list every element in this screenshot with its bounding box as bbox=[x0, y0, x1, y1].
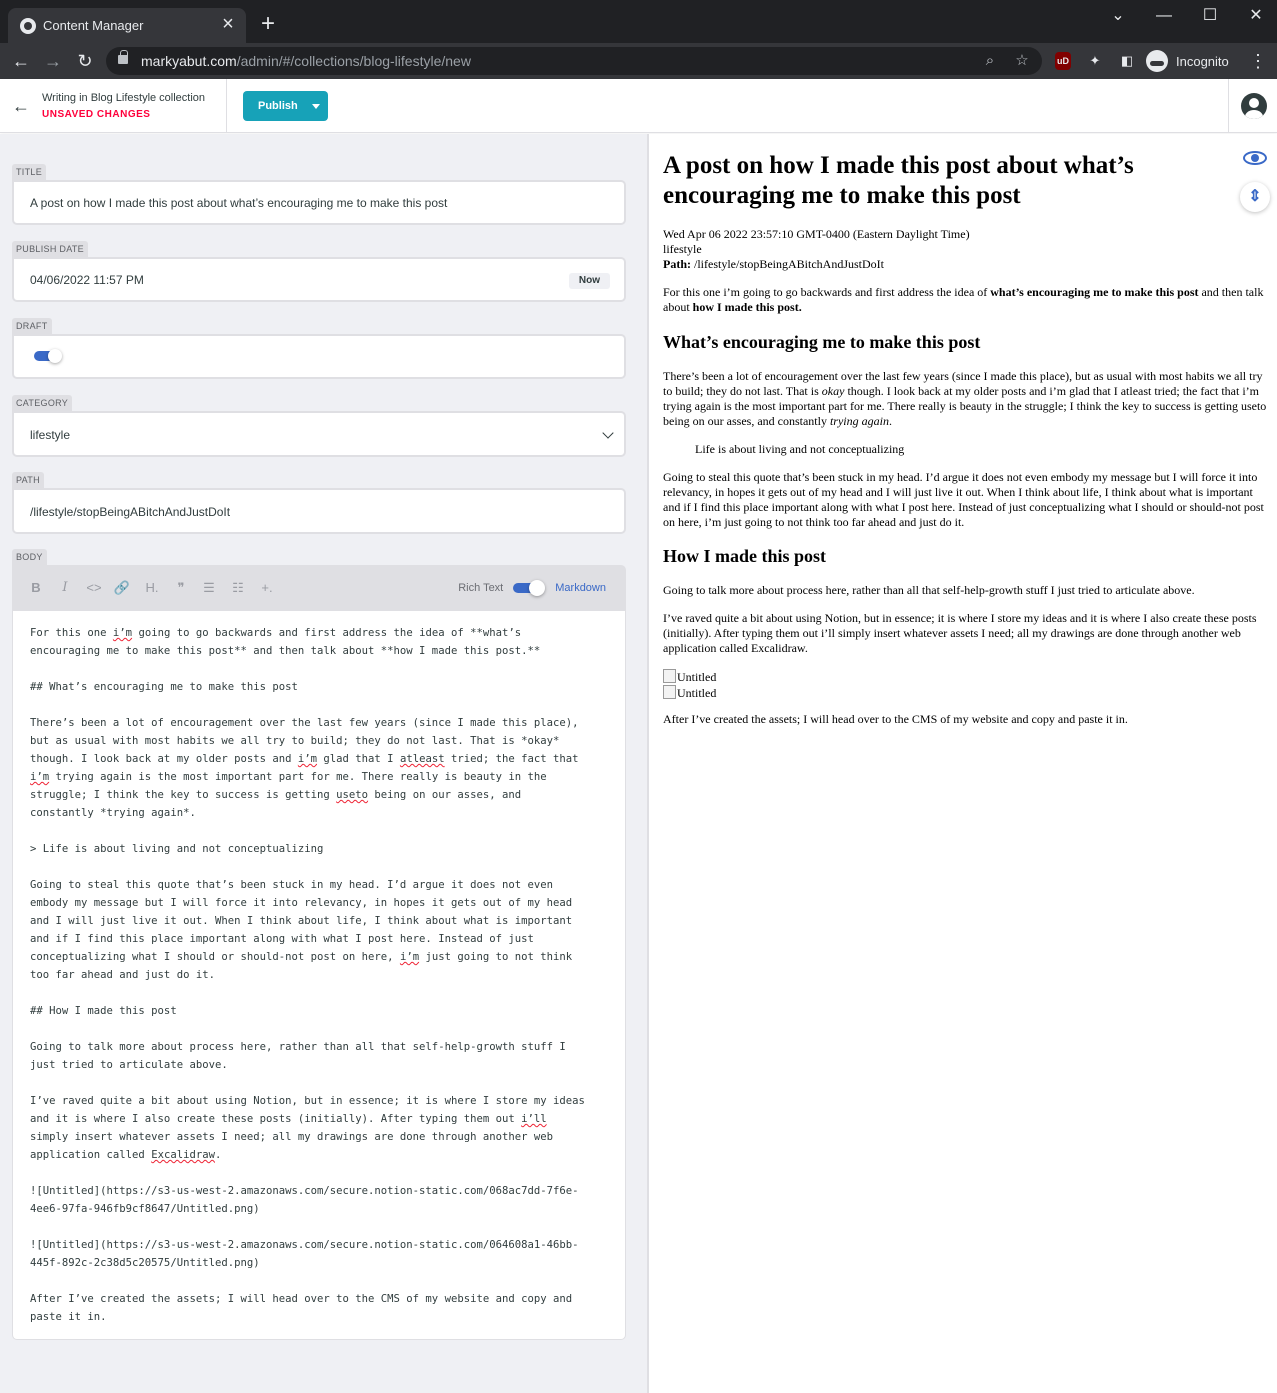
bold-icon[interactable]: B bbox=[31, 580, 41, 595]
markdown-line[interactable]: i’m trying again is the most important part for me. There really is beauty in the bbox=[30, 771, 547, 783]
preview-path-label: Path: bbox=[663, 257, 691, 271]
chevron-down-icon bbox=[602, 427, 613, 438]
reload-icon[interactable]: ↻ bbox=[77, 51, 93, 71]
preview-images bbox=[663, 669, 1273, 701]
mode-toggle-knob bbox=[529, 580, 545, 596]
markdown-line[interactable]: I’ve raved quite a bit about using Notion, but in essence; it is where I store my ideas bbox=[30, 1095, 585, 1107]
markdown-line[interactable] bbox=[30, 1164, 615, 1182]
tab-title: Content Manager bbox=[43, 18, 144, 33]
preview-title: A post on how I made this post about what’s encouraging me to make this post bbox=[663, 152, 1134, 209]
markdown-line[interactable]: ## What’s encouraging me to make this post bbox=[30, 681, 298, 693]
path-label: PATH bbox=[12, 472, 44, 488]
url-text: markyabut.com/admin/#/collections/blog-lifestyle/new bbox=[141, 53, 471, 69]
forward-icon[interactable]: → bbox=[44, 51, 62, 71]
browser-menu-icon[interactable]: ⋮ bbox=[1249, 51, 1267, 71]
title-label: TITLE bbox=[12, 164, 46, 180]
sync-scroll-icon[interactable]: ⇕ bbox=[1240, 182, 1270, 212]
editor-mode-toggle[interactable] bbox=[513, 580, 545, 596]
title-field[interactable] bbox=[12, 180, 626, 225]
publish-date-field[interactable] bbox=[12, 257, 626, 302]
markdown-line[interactable]: ![Untitled](https://s3-us-west-2.amazonaws.com/secure.notion-static.com/064608a1-46bb- bbox=[30, 1239, 579, 1251]
numbered-list-icon[interactable]: ☷ bbox=[232, 580, 244, 595]
tab-search-icon[interactable]: ⌄ bbox=[1111, 7, 1125, 24]
preview-paragraph-4: I’ve raved quite a bit about using Notion, but in essence; it is where I store my ideas and it is where I also create these posts (initially). After typing them out i’ll simply insert whatever assets I need; all my drawings are done through another web application called Excalidraw. bbox=[663, 611, 1257, 655]
markdown-line[interactable]: just tried to articulate above. bbox=[30, 1059, 228, 1071]
new-tab-icon[interactable]: + bbox=[260, 10, 275, 37]
user-avatar[interactable] bbox=[1241, 93, 1267, 119]
lock-icon bbox=[118, 55, 128, 64]
header-divider-right bbox=[1228, 79, 1229, 133]
preview-intro: For this one i’m going to go backwards and first address the idea of what’s encouraging me to make this post and then talk about how I made this post. bbox=[663, 285, 1264, 314]
globe-icon bbox=[20, 18, 36, 34]
markdown-line[interactable] bbox=[30, 1020, 615, 1038]
markdown-line[interactable] bbox=[30, 1074, 615, 1092]
browser-toolbar bbox=[0, 43, 1277, 79]
eye-pupil bbox=[1251, 154, 1259, 162]
preview-blockquote: Life is about living and not conceptualizing bbox=[695, 442, 905, 456]
browser-tab-bar bbox=[0, 0, 1277, 43]
quote-icon[interactable]: ❞ bbox=[177, 580, 185, 595]
markdown-line[interactable]: For this one i’m going to go backwards and first address the idea of **what’s bbox=[30, 627, 522, 639]
markdown-editor[interactable] bbox=[12, 611, 626, 1340]
category-value: lifestyle bbox=[30, 428, 71, 442]
markdown-line[interactable]: application called Excalidraw. bbox=[30, 1149, 222, 1161]
preview-path-value: /lifestyle/stopBeingABitchAndJustDoIt bbox=[691, 257, 884, 271]
markdown-line[interactable]: encouraging me to make this post** and then talk about **how I made this post.** bbox=[30, 645, 541, 657]
browser-tab[interactable] bbox=[8, 8, 246, 43]
publish-date-label: PUBLISH DATE bbox=[12, 241, 88, 257]
preview-pane bbox=[649, 134, 1277, 1393]
markdown-line[interactable] bbox=[30, 660, 615, 678]
preview-image-2: Untitled bbox=[663, 685, 1273, 701]
window-close-icon[interactable]: ✕ bbox=[1249, 7, 1263, 24]
bulleted-list-icon[interactable]: ☰ bbox=[203, 580, 215, 595]
category-label: CATEGORY bbox=[12, 395, 72, 411]
markdown-line[interactable] bbox=[30, 858, 615, 876]
title-input[interactable]: A post on how I made this post about what’s encouraging me to make this post bbox=[30, 196, 448, 210]
collection-label: Writing in Blog Lifestyle collection bbox=[42, 92, 206, 104]
markdown-line[interactable]: Going to talk more about process here, rather than all that self-help-growth stuff I bbox=[30, 1041, 566, 1053]
publish-button[interactable] bbox=[243, 91, 328, 121]
incognito-icon bbox=[1146, 50, 1168, 72]
preview-meta bbox=[663, 227, 1273, 272]
preview-paragraph-2: Going to steal this quote that’s been stuck in my head. I’d argue it does not even embody my message but I will force it into relevancy, in hopes it gets out of my head and I will just live it out. When I think about life, I think about what is important and if I find this place important along with what I post here. Instead of just conceptualizing what I should or should-not post on here, i’m just going to not think too far ahead and just do it. bbox=[663, 470, 1264, 529]
back-to-collection-icon[interactable]: ← bbox=[12, 96, 30, 116]
publish-date-input[interactable]: 04/06/2022 11:57 PM bbox=[30, 273, 144, 287]
now-button[interactable]: Now bbox=[569, 273, 610, 289]
italic-icon[interactable]: I bbox=[62, 580, 68, 595]
side-panel-icon[interactable]: ◧ bbox=[1120, 53, 1134, 68]
unsaved-status: UNSAVED CHANGES bbox=[42, 109, 151, 120]
toggle-preview-eye-icon[interactable] bbox=[1242, 146, 1268, 172]
category-select[interactable] bbox=[12, 411, 626, 457]
markdown-line[interactable]: and I will just live it out. When I think about life, I think about what is important bbox=[30, 915, 573, 927]
markdown-line[interactable]: and it is where I also create these posts (initially). After typing them out i’ll bbox=[30, 1113, 547, 1125]
markdown-line[interactable]: too far ahead and just do it. bbox=[30, 969, 215, 981]
preview-image-1: Untitled bbox=[663, 669, 1273, 685]
markdown-line[interactable] bbox=[30, 1272, 615, 1290]
preview-heading-1: What’s encouraging me to make this post bbox=[663, 332, 981, 352]
publish-label: Publish bbox=[258, 100, 298, 112]
body-label: BODY bbox=[12, 549, 47, 565]
preview-heading-2: How I made this post bbox=[663, 546, 827, 566]
markdown-line[interactable]: > Life is about living and not conceptualizing bbox=[30, 843, 324, 855]
back-icon[interactable]: ← bbox=[12, 51, 30, 71]
close-tab-icon[interactable]: × bbox=[222, 13, 234, 35]
markdown-line[interactable]: ## How I made this post bbox=[30, 1005, 177, 1017]
extensions-puzzle-icon[interactable]: ✦ bbox=[1089, 53, 1101, 68]
preview-paragraph-1: There’s been a lot of encouragement over the last few years (since I made this place), but as usual with most habits we all try to build; they do not last. That is okay though. I look back at my older posts and i’m glad that I atleast tried; the fact that i’m trying again is the most important part for me. There really is beauty in the struggle; I think the key to success is getting useto being on our asses, and constantly trying again. bbox=[663, 369, 1267, 428]
markdown-content[interactable] bbox=[30, 624, 615, 1326]
incognito-indicator[interactable] bbox=[1146, 48, 1229, 74]
markdown-line[interactable]: 4ee6-97fa-946fb9cf8647/Untitled.png) bbox=[30, 1203, 260, 1215]
rich-text-label[interactable]: Rich Text bbox=[458, 582, 504, 594]
preview-paragraph-3: Going to talk more about process here, rather than all that self-help-growth stuff I just tried to articulate above. bbox=[663, 583, 1195, 597]
bookmark-star-icon[interactable]: ☆ bbox=[1015, 52, 1029, 69]
markdown-line[interactable]: 445f-892c-2c38d5c20575/Untitled.png) bbox=[30, 1257, 260, 1269]
incognito-label: Incognito bbox=[1176, 53, 1229, 69]
markdown-line[interactable]: simply insert whatever assets I need; all my drawings are done through another web bbox=[30, 1131, 553, 1143]
preview-date: Wed Apr 06 2022 23:57:10 GMT-0400 (Eastern Daylight Time) bbox=[663, 227, 970, 241]
address-bar[interactable] bbox=[106, 47, 1042, 75]
draft-field bbox=[12, 334, 626, 379]
markdown-line[interactable]: though. I look back at my older posts and i’m glad that I atleast tried; the fact that bbox=[30, 753, 579, 765]
markdown-line[interactable] bbox=[30, 696, 615, 714]
link-icon[interactable]: 🔗 bbox=[113, 580, 131, 595]
markdown-toolbar bbox=[12, 565, 626, 611]
markdown-line[interactable]: Going to steal this quote that’s been stuck in my head. I’d argue it does not even bbox=[30, 879, 553, 891]
cms-header bbox=[0, 79, 1277, 133]
code-icon[interactable]: <> bbox=[86, 580, 102, 595]
markdown-line[interactable]: ![Untitled](https://s3-us-west-2.amazonaws.com/secure.notion-static.com/068ac7dd-7f6e- bbox=[30, 1185, 579, 1197]
markdown-label[interactable]: Markdown bbox=[555, 582, 606, 594]
markdown-line[interactable]: constantly *trying again*. bbox=[30, 807, 196, 819]
markdown-line[interactable]: and if I find this place important along with what I post here. Instead of just bbox=[30, 933, 534, 945]
preview-path bbox=[663, 257, 1273, 272]
markdown-line[interactable]: struggle; I think the key to success is getting useto being on our asses, and bbox=[30, 789, 522, 801]
caret-down-icon[interactable] bbox=[312, 104, 320, 109]
path-input[interactable]: /lifestyle/stopBeingABitchAndJustDoIt bbox=[30, 505, 231, 519]
markdown-line[interactable]: but as usual with most habits we all try to build; they do not last. That is *okay* bbox=[30, 735, 560, 747]
markdown-line[interactable]: paste it in. bbox=[30, 1311, 107, 1323]
draft-toggle[interactable] bbox=[34, 349, 64, 363]
zoom-icon[interactable]: ⌕ bbox=[985, 52, 995, 69]
markdown-line[interactable] bbox=[30, 984, 615, 1002]
markdown-line[interactable]: After I’ve created the assets; I will head over to the CMS of my website and copy and bbox=[30, 1293, 573, 1305]
markdown-line[interactable]: There’s been a lot of encouragement over the last few years (since I made this place), bbox=[30, 717, 579, 729]
markdown-line[interactable] bbox=[30, 822, 615, 840]
maximize-icon[interactable]: ☐ bbox=[1202, 7, 1218, 24]
ublock-extension-icon[interactable]: uD bbox=[1055, 52, 1071, 70]
markdown-line[interactable]: conceptualizing what I should or should-not post on here, i’m just going to not think bbox=[30, 951, 573, 963]
markdown-line[interactable] bbox=[30, 1218, 615, 1236]
markdown-line[interactable]: embody my message but I will force it into relevancy, in hopes it gets out of my head bbox=[30, 897, 573, 909]
draft-label: DRAFT bbox=[12, 318, 52, 334]
preview-category: lifestyle bbox=[663, 242, 702, 256]
path-field[interactable] bbox=[12, 488, 626, 534]
editor-mode-switch bbox=[458, 580, 606, 596]
header-divider bbox=[226, 79, 227, 133]
heading-icon[interactable]: H. bbox=[145, 580, 159, 595]
add-component-icon[interactable]: +. bbox=[261, 580, 273, 595]
minimize-icon[interactable]: — bbox=[1156, 7, 1172, 24]
preview-paragraph-5: After I’ve created the assets; I will head over to the CMS of my website and copy and paste it in. bbox=[663, 712, 1128, 726]
draft-toggle-knob bbox=[48, 349, 62, 363]
